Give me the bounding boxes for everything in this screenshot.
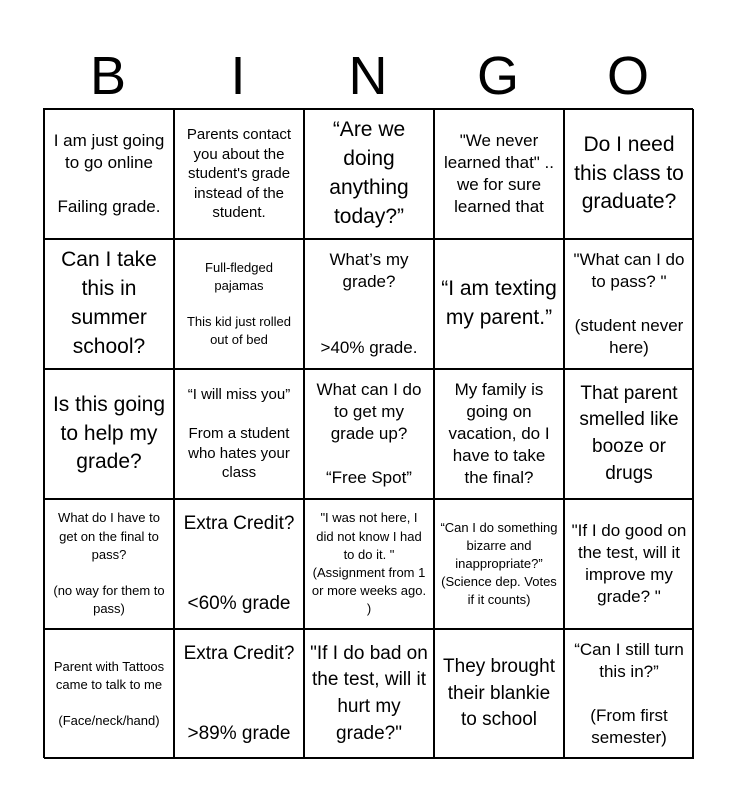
bingo-cell[interactable] xyxy=(304,629,434,759)
bingo-cell[interactable] xyxy=(304,499,434,629)
header-letter-n: N xyxy=(348,46,388,106)
bingo-cell-text: That parent smelled like booze or drugs xyxy=(579,382,679,484)
header-letter-i: I xyxy=(230,46,246,106)
bingo-cell-text: “I will miss you” From a student who hates your class xyxy=(187,386,291,482)
bingo-cell-text: Extra Credit? >89% grade xyxy=(183,642,295,744)
bingo-header xyxy=(43,46,693,106)
bingo-cell[interactable] xyxy=(564,239,694,369)
header-letter-g: G xyxy=(476,46,519,106)
bingo-cell-text: “Can I still turn this in?” (From first semester) xyxy=(574,639,684,748)
bingo-cell[interactable] xyxy=(44,109,174,239)
bingo-cell[interactable] xyxy=(44,499,174,629)
bingo-cell-text: "If I do bad on the test, will it hurt my grade?" xyxy=(310,642,428,744)
bingo-cell[interactable] xyxy=(44,629,174,759)
bingo-cell[interactable] xyxy=(564,629,694,759)
header-letter-o: O xyxy=(606,46,649,106)
bingo-cell-text: Is this going to help my grade? xyxy=(52,392,166,474)
bingo-cell-text: Do I need this class to graduate? xyxy=(574,132,684,214)
bingo-card-grid xyxy=(43,108,693,758)
bingo-cell-text: What do I have to get on the final to pass? (no way for them to pass) xyxy=(53,510,165,617)
bingo-cell-text: "We never learned that" .. we for sure learned that xyxy=(444,130,554,217)
bingo-cell-text: What can I do to get my grade up? “Free Spot” xyxy=(316,379,422,488)
bingo-cell-text: I am just going to go online Failing grade. xyxy=(53,130,165,217)
bingo-cell[interactable] xyxy=(174,369,304,499)
bingo-cell-text: What’s my grade? >40% grade. xyxy=(320,249,418,358)
bingo-cell[interactable] xyxy=(44,239,174,369)
bingo-cell[interactable] xyxy=(174,499,304,629)
bingo-cell-text: “I am texting my parent.” xyxy=(441,277,557,329)
bingo-cell[interactable] xyxy=(434,629,564,759)
bingo-cell[interactable] xyxy=(304,239,434,369)
bingo-cell[interactable] xyxy=(434,369,564,499)
bingo-cell[interactable] xyxy=(434,109,564,239)
bingo-cell-text: Full-fledged pajamas This kid just rolled out of bed xyxy=(186,259,292,348)
bingo-cell[interactable] xyxy=(44,369,174,499)
bingo-cell[interactable] xyxy=(174,629,304,759)
bingo-cell-text: "What can I do to pass? " (student never here) xyxy=(573,249,685,358)
bingo-cell-text: “Are we doing anything today?” xyxy=(329,118,409,228)
bingo-cell-text: My family is going on vacation, do I have to take the final? xyxy=(448,379,550,488)
bingo-cell[interactable] xyxy=(564,499,694,629)
bingo-cell-text: They brought their blankie to school xyxy=(443,656,555,731)
bingo-cell[interactable] xyxy=(174,239,304,369)
bingo-cell-text: Parents contact you about the student's grade instead of the student. xyxy=(186,126,292,222)
bingo-cell[interactable] xyxy=(304,109,434,239)
bingo-cell[interactable] xyxy=(304,369,434,499)
bingo-cell-text: Can I take this in summer school? xyxy=(61,248,157,358)
bingo-cell[interactable] xyxy=(564,109,694,239)
bingo-cell[interactable] xyxy=(174,109,304,239)
bingo-cell[interactable] xyxy=(564,369,694,499)
bingo-cell[interactable] xyxy=(434,239,564,369)
bingo-cell[interactable] xyxy=(434,499,564,629)
header-letter-b: B xyxy=(89,46,127,106)
bingo-cell-text: Extra Credit? <60% grade xyxy=(183,512,295,614)
bingo-cell-text: “Can I do something bizarre and inappropriate?” (Science dep. Votes if it counts) xyxy=(440,519,558,608)
bingo-cell-text: "If I do good on the test, will it improve my grade? " xyxy=(571,520,687,607)
bingo-cell-text: Parent with Tattoos came to talk to me (Face/neck/hand) xyxy=(53,658,165,729)
bingo-cell-text: "I was not here, I did not know I had to do it. " (Assignment from 1 or more weeks ago. ) xyxy=(311,510,427,617)
